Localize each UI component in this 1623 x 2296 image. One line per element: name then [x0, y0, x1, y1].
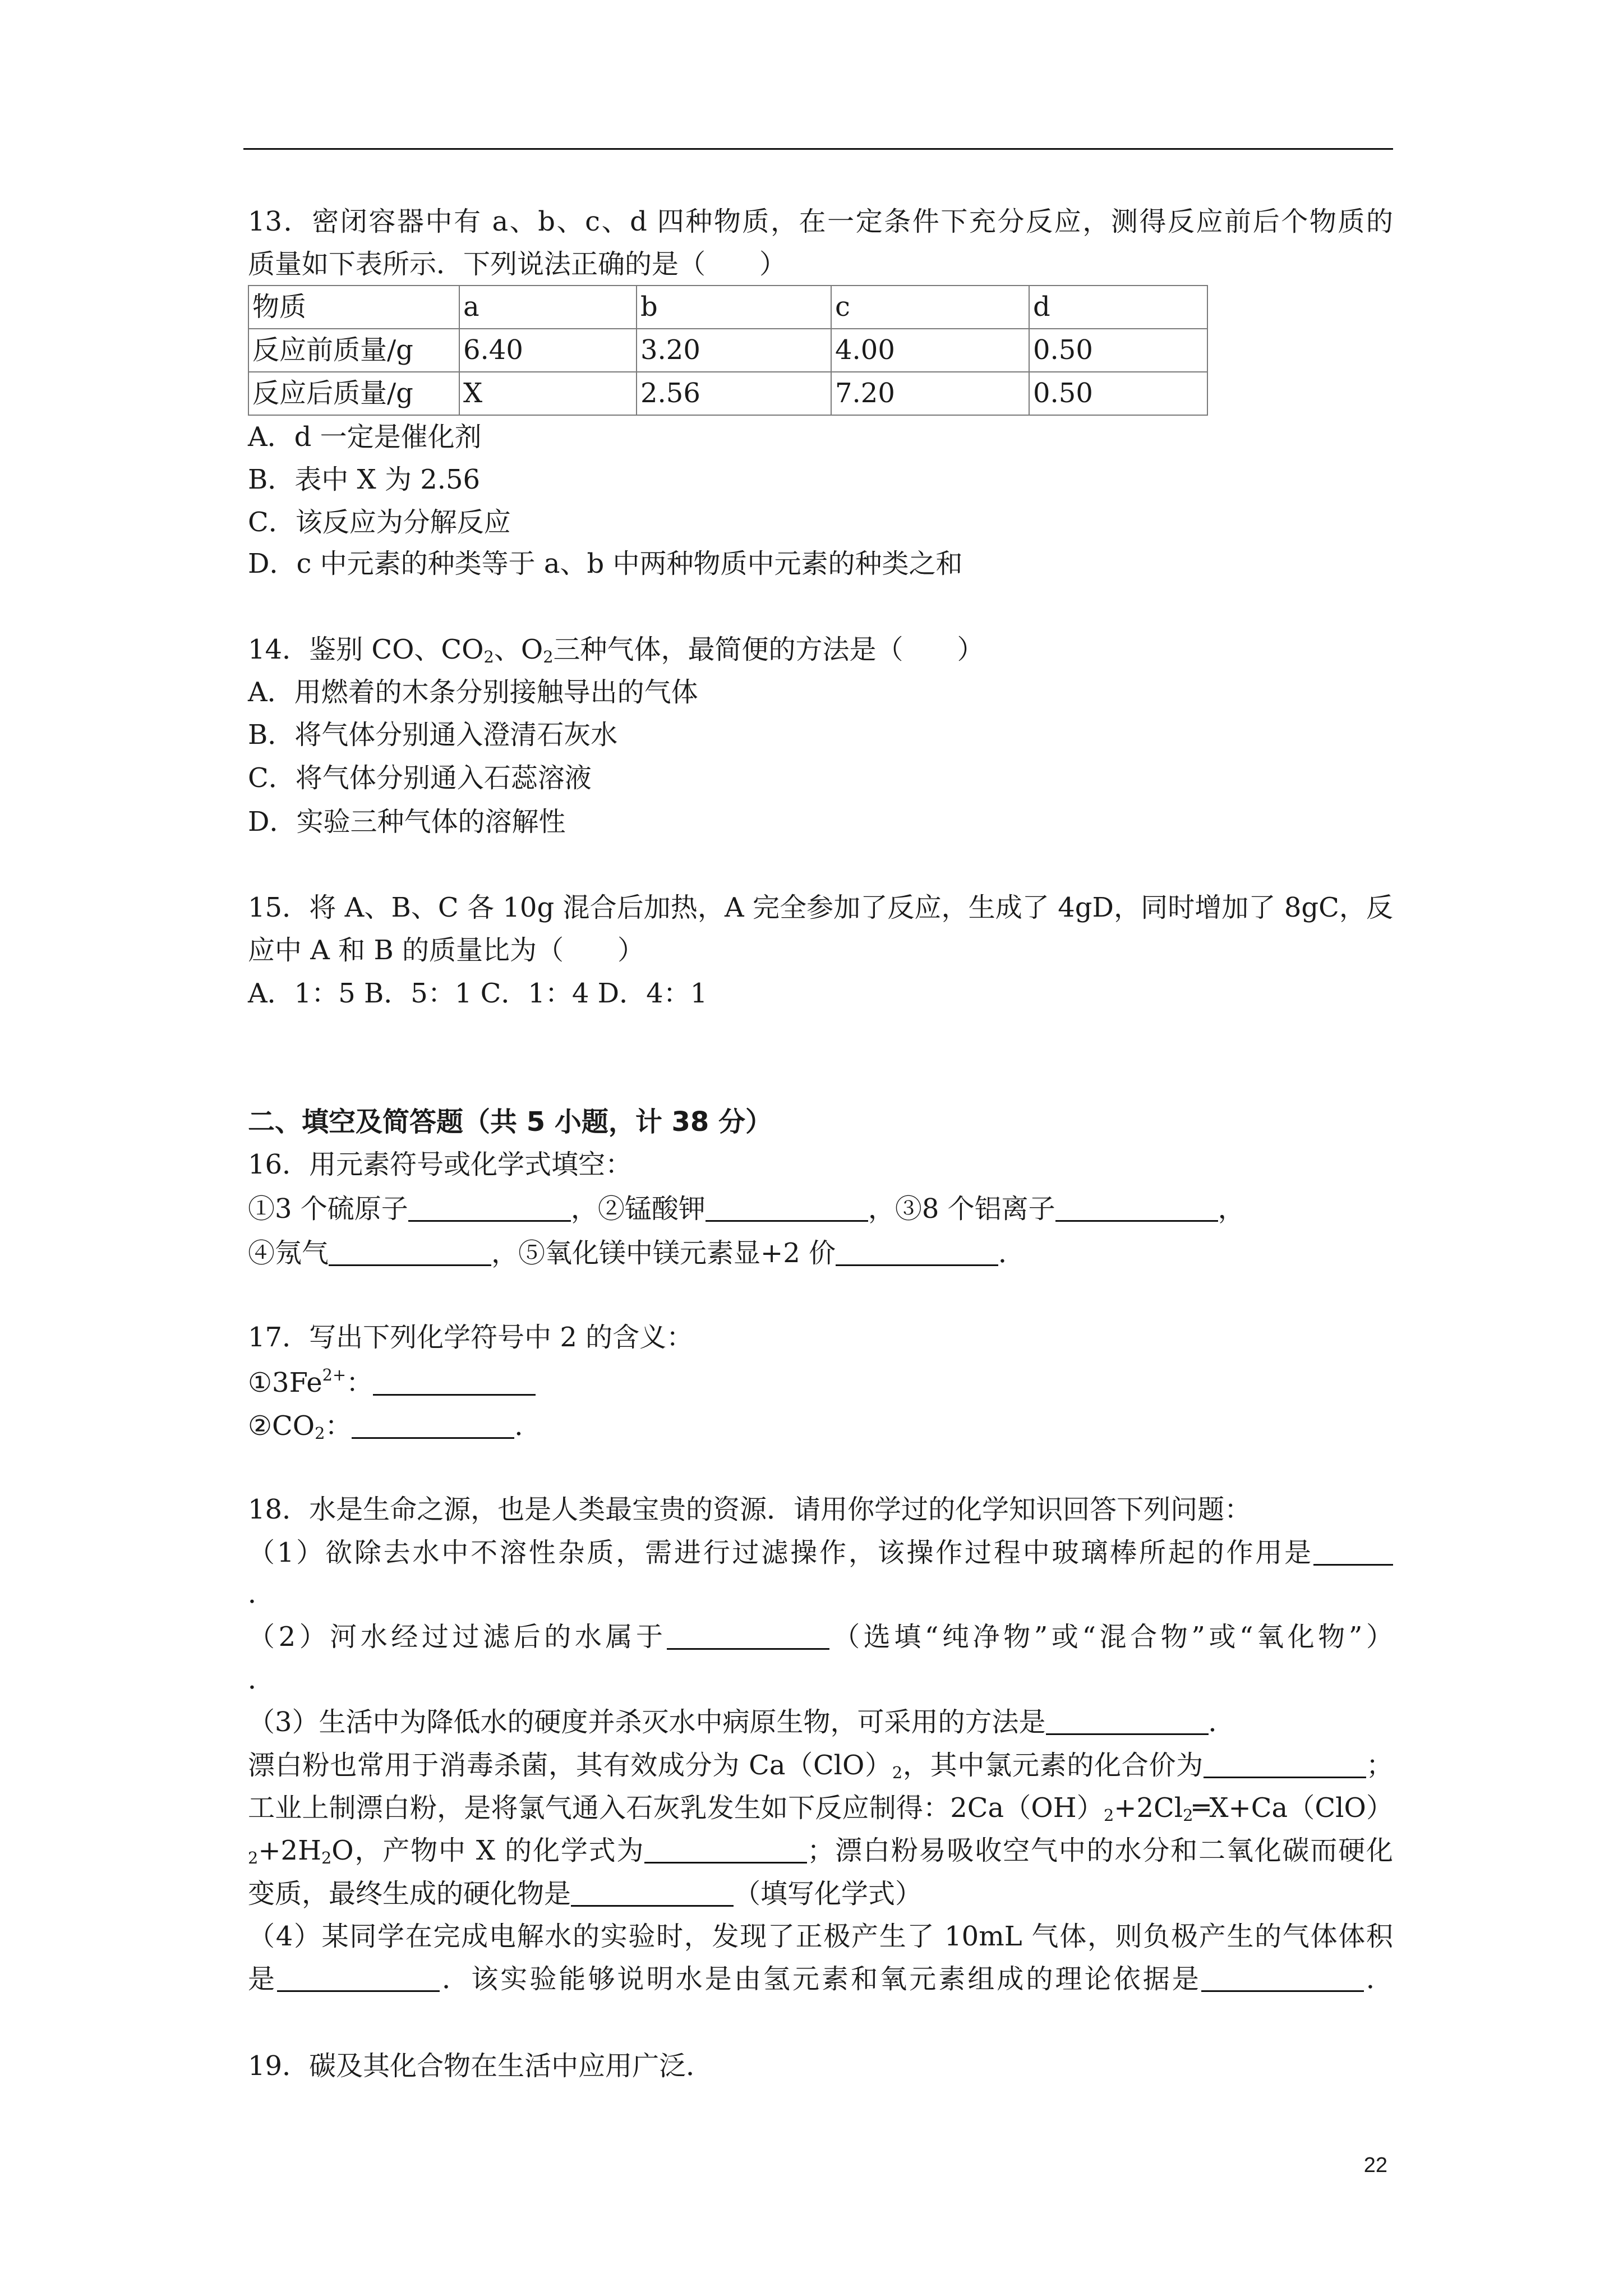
answer-blank: [1055, 1193, 1218, 1222]
answer-blank: [352, 1410, 514, 1439]
q18-text: ；: [1366, 1750, 1393, 1781]
table-header-row: [248, 286, 1207, 329]
page-number: 22: [1363, 2154, 1387, 2177]
q14-stem: [248, 628, 984, 671]
table-cell: X: [459, 372, 637, 415]
q18-text: ．: [1208, 1706, 1235, 1738]
q15-stem-line-2: 应中 A 和 B 的质量比为（ ）: [248, 935, 644, 966]
q13-mass-table: [248, 285, 1208, 416]
table-header-cell: d: [1029, 286, 1207, 329]
table-cell: 反应后质量/g: [248, 372, 459, 415]
q18-text: （4）某同学在完成电解水的实验时，发现了正极产生了 10mL 气体，则负极产生的气体体积: [248, 1921, 1393, 1952]
table-cell: 6.40: [459, 329, 637, 372]
q16-item-text: ①3 个硫原子: [248, 1193, 408, 1225]
q13-stem-line-2: [248, 243, 786, 286]
q18-part-3-line-5: [248, 1872, 922, 1915]
q13-option-d: D．c 中元素的种类等于 a、b 中两种物质中元素的种类之和: [248, 548, 963, 579]
q18-text: （3）生活中为降低水的硬度并杀灭水中病原生物，可采用的方法是: [248, 1706, 1046, 1738]
subscript: 2: [543, 647, 554, 667]
table-header-cell: b: [637, 286, 831, 329]
table-cell: 0.50: [1029, 372, 1207, 415]
q16-item-text: ，③8 个铝离子: [868, 1193, 1055, 1225]
subscript: 2: [315, 1424, 325, 1443]
q14-option-c: C．将气体分别通入石蕊溶液: [248, 762, 592, 794]
q18-text: （选填“纯净物”或“混合物”或“氧化物”）: [829, 1621, 1393, 1653]
q16-item-text: ，⑤氧化镁中镁元素显+2 价: [491, 1237, 836, 1269]
q17-item-text: ：: [325, 1410, 352, 1442]
q13-stem-text: 13．密闭容器中有 a、b、c、d 四种物质，在一定条件下充分反应，测得反应前后个物质的: [248, 206, 1393, 237]
q17-item-text: ②CO: [248, 1410, 315, 1442]
table-cell: 3.20: [637, 329, 831, 372]
q18-part-4-line-2: [248, 1958, 1393, 2000]
subscript: 2: [483, 647, 494, 667]
section-heading: 二、填空及简答题（共 5 小题，计 38 分）: [248, 1106, 773, 1138]
table-cell: 2.56: [637, 372, 831, 415]
q17-item-text: ①3Fe: [248, 1367, 322, 1398]
q18-text: （1）欲除去水中不溶性杂质，需进行过滤操作，该操作过程中玻璃棒所起的作用是: [248, 1537, 1313, 1568]
answer-blank: [571, 1878, 734, 1907]
q18-part-3-line-2: [248, 1744, 1393, 1787]
q13-option-b: B．表中 X 为 2.56: [248, 464, 481, 495]
table-cell: 反应前质量/g: [248, 329, 459, 372]
table-header-cell: 物质: [248, 286, 459, 329]
answer-blank: [373, 1367, 536, 1396]
q18-part-1-line-2: ．: [248, 1578, 275, 1609]
q13-option-a: A．d 一定是催化剂: [248, 421, 482, 453]
q18-text: +2Cl: [1114, 1792, 1183, 1824]
q14-stem-text: 14．鉴别 CO、CO: [248, 634, 484, 665]
table-header-cell: c: [831, 286, 1029, 329]
table-row: [248, 329, 1207, 372]
q18-text: （2）河水经过过滤后的水属于: [248, 1621, 667, 1653]
q18-text: ．: [1363, 1963, 1393, 1995]
answer-blank: [706, 1193, 868, 1222]
q18-stem: 18．水是生命之源，也是人类最宝贵的资源．请用你学过的化学知识回答下列问题：: [248, 1494, 1252, 1525]
q14-option-b: B．将气体分别通入澄清石灰水: [248, 719, 618, 751]
q14-stem-text: 、O: [494, 634, 543, 665]
q18-text: ═X+Ca（ClO）: [1193, 1792, 1393, 1824]
q18-part-3-line-3: [248, 1787, 1393, 1829]
q14-stem-text: 三种气体，最简便的方法是（ ）: [553, 634, 984, 665]
subscript: 2: [321, 1848, 332, 1868]
q13-stem-text: 质量如下表所示．下列说法正确的是（ ）: [248, 249, 787, 280]
q18-part-3-line-4: [248, 1829, 1393, 1872]
header-rule: [243, 148, 1393, 150]
q17-item-2: [248, 1405, 541, 1447]
q18-text: 工业上制漂白粉，是将氯气通入石灰乳发生如下反应制得：2Ca（OH）: [248, 1792, 1104, 1824]
q17-item-1: [248, 1361, 536, 1404]
answer-blank: [277, 1963, 440, 1992]
subscript: 2: [1103, 1806, 1114, 1825]
answer-blank: [836, 1237, 998, 1266]
q13-option-c: C．该反应为分解反应: [248, 507, 511, 538]
q15-stem-line-1: [248, 886, 1393, 929]
answer-blank: [1201, 1963, 1364, 1992]
q18-part-4-line-1: [248, 1915, 1393, 1958]
q18-text: ；漂白粉易吸收空气中的水分和二氧化碳而硬化: [807, 1835, 1393, 1866]
answer-blank: [1313, 1537, 1393, 1566]
subscript: 2: [892, 1763, 903, 1783]
table-cell: 0.50: [1029, 329, 1207, 372]
q18-part-2-line-1: [248, 1616, 1393, 1658]
q18-part-1-line-1: [248, 1531, 1393, 1574]
q15-stem-text: 15．将 A、B、C 各 10g 混合后加热，A 完全参加了反应，生成了 4gD，同时增加了 8gC，反: [248, 892, 1393, 923]
answer-blank: [1046, 1706, 1209, 1735]
q16-item-text: ，: [1218, 1193, 1245, 1225]
q17-stem: 17．写出下列化学符号中 2 的含义：: [248, 1322, 694, 1353]
q14-option-d: D．实验三种气体的溶解性: [248, 806, 566, 838]
superscript: 2+: [322, 1365, 347, 1384]
q18-text: 漂白粉也常用于消毒杀菌，其有效成分为 Ca（ClO）: [248, 1750, 892, 1781]
answer-blank: [408, 1193, 571, 1222]
table-row: [248, 372, 1207, 415]
q14-option-a: A．用燃着的木条分别接触导出的气体: [248, 677, 698, 708]
answer-blank: [667, 1621, 829, 1650]
subscript: 2: [1183, 1806, 1193, 1825]
q16-stem: 16．用元素符号或化学式填空：: [248, 1149, 633, 1180]
q18-text: +2H: [258, 1835, 321, 1866]
table-header-cell: a: [459, 286, 637, 329]
q16-item-text: ④氖气: [248, 1237, 329, 1269]
q17-item-text: ：: [346, 1367, 374, 1398]
q18-part-2-line-2: ．: [248, 1664, 275, 1695]
q18-text: ．该实验能够说明水是由氢元素和氧元素组成的理论依据是: [440, 1963, 1201, 1995]
q16-item-text: ．: [998, 1237, 1026, 1269]
q16-line-2: [248, 1232, 1025, 1274]
subscript: 2: [248, 1848, 259, 1868]
q16-item-text: ，②锰酸钾: [570, 1193, 706, 1225]
q18-text: 是: [248, 1963, 278, 1995]
table-cell: 7.20: [831, 372, 1029, 415]
q17-item-text: ．: [514, 1410, 542, 1442]
answer-blank: [1204, 1750, 1366, 1778]
q18-text: 变质，最终生成的硬化物是: [248, 1878, 571, 1910]
answer-blank: [644, 1835, 807, 1864]
q15-options: A．1：5 B．5：1 C．1：4 D．4：1: [248, 978, 708, 1009]
q18-part-3-line-1: [248, 1701, 1235, 1743]
q13-stem-line-1: [248, 200, 1393, 243]
q19-stem: 19．碳及其化合物在生活中应用广泛．: [248, 2050, 713, 2082]
q16-line-1: [248, 1188, 1245, 1230]
answer-blank: [329, 1237, 491, 1266]
table-cell: 4.00: [831, 329, 1029, 372]
q18-text: O，产物中 X 的化学式为: [331, 1835, 645, 1866]
q18-text: ，其中氯元素的化合价为: [902, 1750, 1204, 1781]
q18-text: （填写化学式）: [734, 1878, 923, 1910]
